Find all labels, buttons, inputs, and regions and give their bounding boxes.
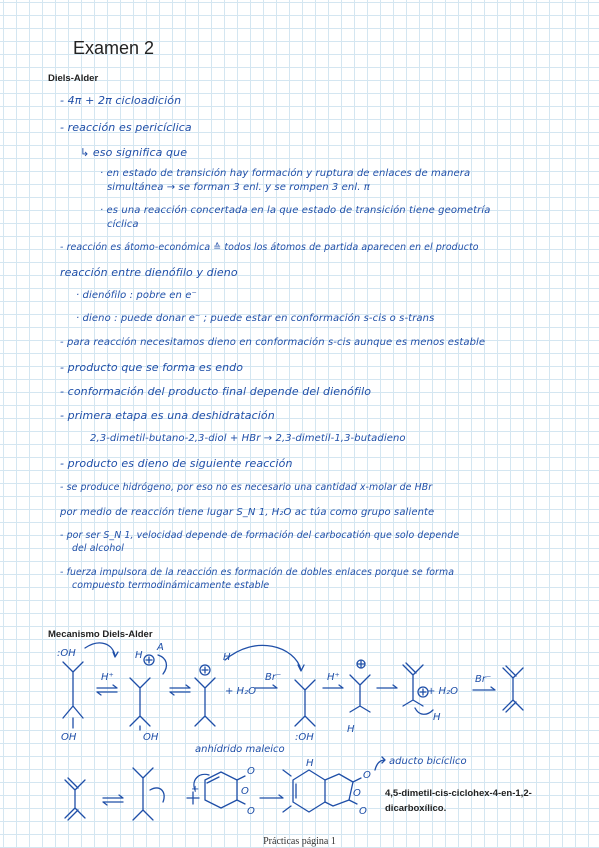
label-br-minus: Br⁻ [265,672,282,683]
label-h-plus-2: H⁺ [327,672,340,683]
note-line: - 4π + 2π cicloadición [60,94,182,107]
label-o: O [359,806,367,817]
label-h-carbocation: H [433,712,441,723]
note-line: · en estado de transición hay formación y ruptura de enlaces de manera [100,168,471,179]
tertiary-carbocation [295,680,315,726]
label-o: O [363,770,371,781]
note-line: compuesto termodinámicamente estable [72,580,270,591]
note-line: simultánea → se forman 3 enl. y se rompen 3 enl. π [107,182,370,193]
label-br-minus-2: Br⁻ [475,674,492,685]
note-line: · dieno : puede donar e⁻ ; puede estar en conformación s-cis o s-trans [76,313,435,324]
label-h-product: H [306,758,314,769]
note-line: - para reacción necesitamos dieno en conformación s-cis aunque es menos estable [60,337,486,348]
label-plus-water: + H₂O [225,686,256,697]
label-oh-top: :OH [57,648,76,659]
note-line: - producto es dieno de siguiente reacción [60,457,293,470]
page-footer: Prácticas página 1 [263,836,336,847]
note-line: - reacción es pericíclica [60,121,192,134]
label-o: O [241,786,249,797]
label-plus: + [191,784,200,795]
label-o: O [247,766,255,777]
label-o: O [353,788,361,799]
section-heading-diels-alder: Diels-Alder [48,73,99,84]
bicyclic-adduct [293,770,325,812]
diol-structure [63,662,83,728]
note-line: · es una reacción concertada en la que estado de transición tiene geometría [100,205,491,216]
label-h-left: H [223,652,231,663]
label-h: H [135,650,143,661]
note-line: cíclica [107,219,139,230]
maleic-anhydride [205,772,237,808]
label-a: A [157,642,164,653]
diene-s-cis [133,768,153,820]
note-line: reacción entre dienófilo y dieno [60,266,238,279]
note-line: 2,3-dimetil-butano-2,3-diol + HBr → 2,3-dimetil-1,3-butadieno [90,433,406,444]
label-h-plus: H⁺ [101,672,114,683]
diene-intermediate [403,663,423,706]
product-name-caption: 4,5-dimetil-cis-ciclohex-4-en-1,2-dicarboxílico. [385,788,532,814]
curved-arrow [85,643,115,656]
page-title: Examen 2 [73,38,155,58]
carbocation [195,678,215,726]
note-line: ↳ eso significa que [80,146,188,159]
note-line: - por ser S_N 1, velocidad depende de formación del carbocatión que solo depende [60,530,460,541]
label-oh-mid: OH [143,732,159,743]
section-heading-mechanism: Mecanismo Diels-Alder [48,629,153,640]
diene-s-trans [65,778,85,820]
note-line: - primera etapa es una deshidratación [60,409,275,422]
note-line: - reacción es átomo-económica ≙ todos los átomos de partida aparecen en el producto [60,242,479,253]
label-anhydride: anhídrido maleico [195,744,285,755]
diene-product [503,666,523,712]
note-line: - se produce hidrógeno, por eso no es necesario una cantidad x-molar de HBr [60,482,433,493]
label-plus-water-2: + H₂O [427,686,458,697]
note-line: · dienófilo : pobre en e⁻ [76,290,197,301]
note-line: - conformación del producto final depende del dienófilo [60,385,372,398]
protonated-diol [130,678,150,730]
note-line: - fuerza impulsora de la reacción es formación de dobles enlaces porque se forma [60,567,455,578]
label-oh-lone: :OH [295,732,314,743]
label-oh-bottom: OH [61,732,77,743]
equilibrium-arrow [97,685,117,695]
label-o: O [247,806,255,817]
note-line: del alcohol [72,543,124,554]
note-line: - producto que se forma es endo [60,361,244,374]
label-adduct: aducto bicíclico [389,756,467,767]
label-h-water: H [347,724,355,735]
note-line: por medio de reacción tiene lugar S_N 1, H₂O ac túa como grupo saliente [60,507,435,518]
